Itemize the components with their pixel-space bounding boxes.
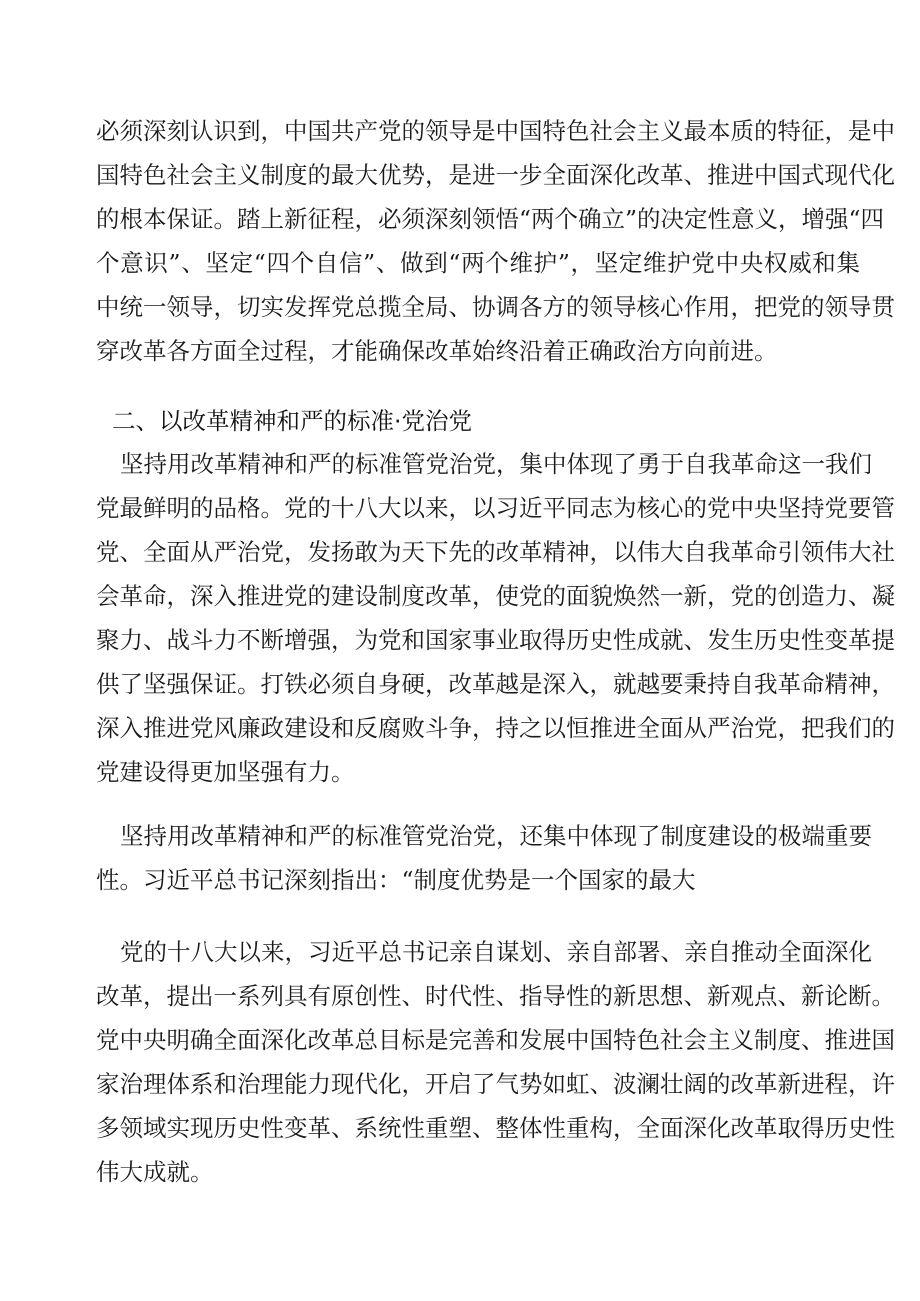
text-line: 深入推进党风廉政建设和反腐败斗争，持之以恒推进全面从严治党，把我们的 [96, 714, 895, 742]
text-line: 穿改革各方面全过程，才能确保改革始终沿着正确政治方向前进。 [96, 337, 778, 365]
text-line: 坚持用改革精神和严的标准管党治党，集中体现了勇于自我革命这一我们 [120, 450, 872, 478]
text-line: 多领域实现历史性变革、系统性重塑、整体性重构，全面深化改革取得历史性 [96, 1114, 895, 1142]
text-line: 改革，提出一系列具有原创性、时代性、指导性的新思想、新观点、新论断。 [96, 982, 895, 1010]
text-line: 个意识”、坚定“四个自信”、做到“两个维护”，坚定维护党中央权威和集 [96, 249, 860, 277]
text-line: 坚持用改革精神和严的标准管党治党，还集中体现了制度建设的极端重要 [120, 822, 872, 850]
text-line: 的根本保证。踏上新征程，必须深刻领悟“两个确立”的决定性意义，增强“四 [96, 205, 885, 233]
text-line: 中统一领导，切实发挥党总揽全局、协调各方的领导核心作用，把党的领导贯 [96, 293, 895, 321]
text-line: 会革命，深入推进党的建设制度改革，使党的面貌焕然一新，党的创造力、凝 [96, 582, 895, 610]
section-heading: 二、以改革精神和严的标准·党治党 [112, 407, 472, 435]
text-line: 党中央明确全面深化改革总目标是完善和发展中国特色社会主义制度、推进国 [96, 1026, 895, 1054]
text-line: 伟大成就。 [96, 1158, 214, 1186]
text-line: 党的十八大以来，习近平总书记亲自谋划、亲自部署、亲自推动全面深化 [120, 938, 872, 966]
text-line: 供了坚强保证。打铁必须自身硬，改革越是深入，就越要秉持自我革命精神， [96, 670, 895, 698]
text-line: 必须深刻认识到，中国共产党的领导是中国特色社会主义最本质的特征，是中 [96, 117, 895, 145]
text-line: 家治理体系和治理能力现代化，开启了气势如虹、波澜壮阔的改革新进程，许 [96, 1070, 895, 1098]
text-line: 党建设得更加坚强有力。 [96, 758, 355, 786]
text-line: 性。习近平总书记深刻指出：“制度优势是一个国家的最大 [96, 866, 696, 894]
text-line: 党、全面从严治党，发扬敢为天下先的改革精神，以伟大自我革命引领伟大社 [96, 538, 895, 566]
text-line: 国特色社会主义制度的最大优势，是进一步全面深化改革、推进中国式现代化 [96, 161, 895, 189]
text-line: 党最鲜明的品格。党的十八大以来，以习近平同志为核心的党中央坚持党要管 [96, 494, 895, 522]
text-line: 聚力、战斗力不断增强，为党和国家事业取得历史性成就、发生历史性变革提 [96, 626, 895, 654]
